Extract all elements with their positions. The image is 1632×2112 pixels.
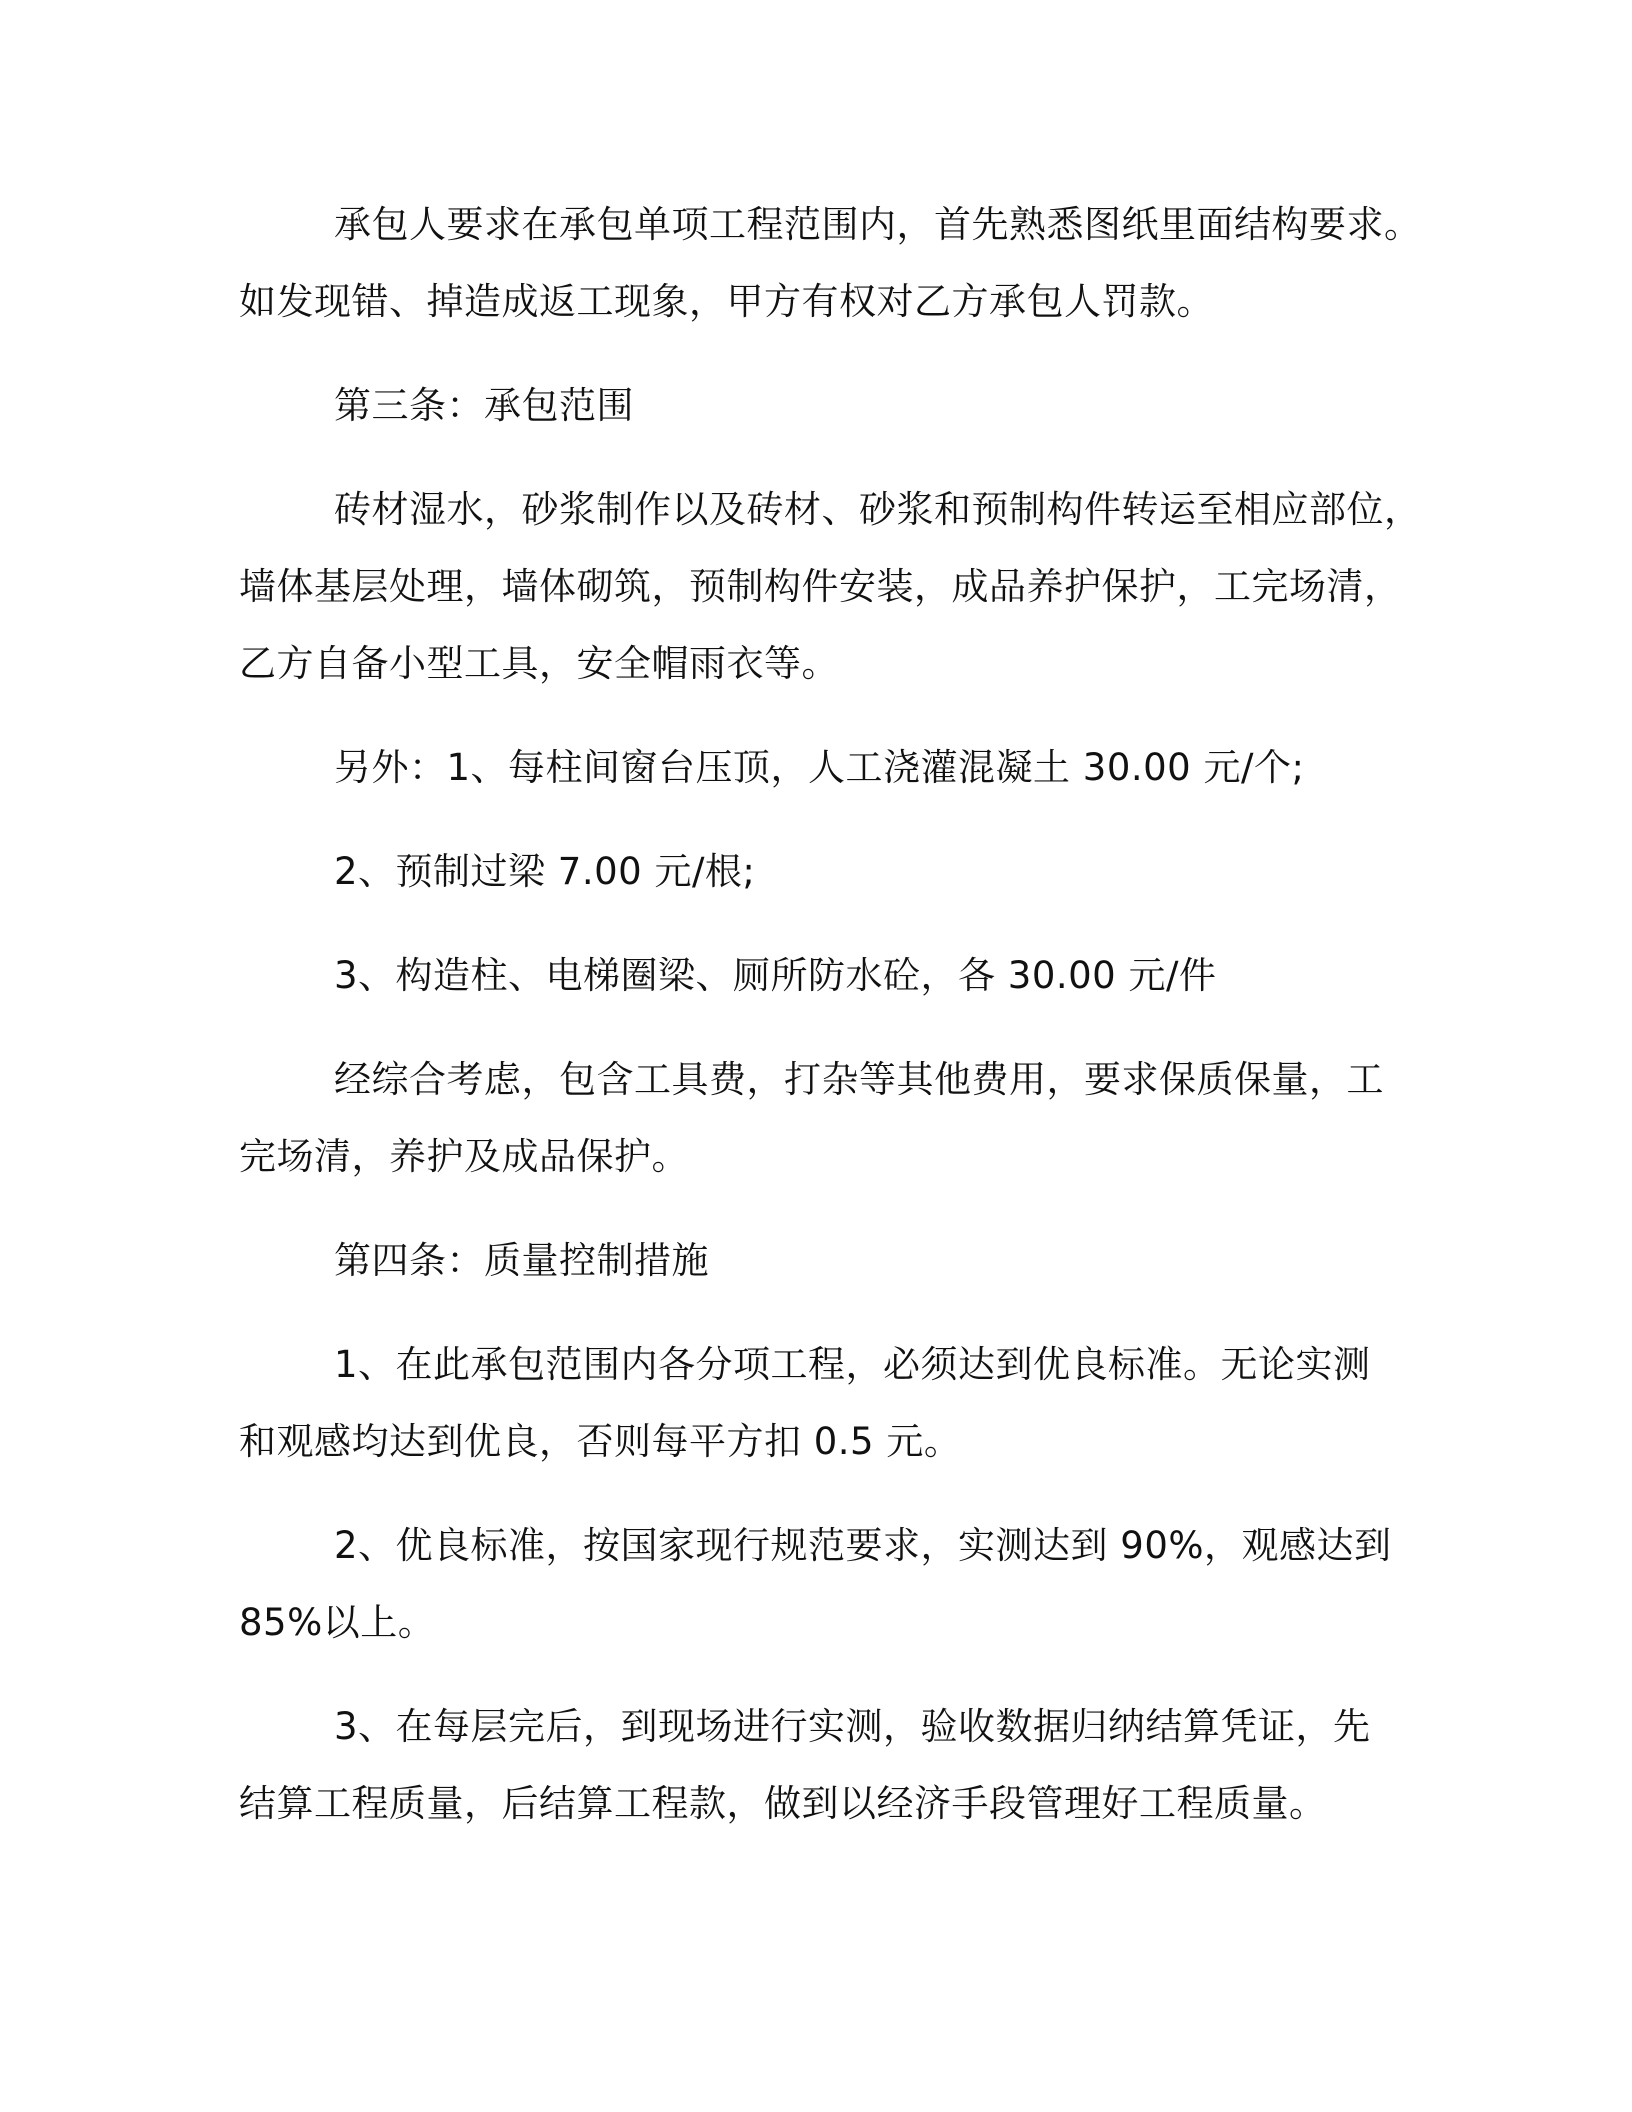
paragraph-extra-item-1 [239,729,1394,806]
paragraph-quality-item-2 [239,1507,1394,1661]
text-line: 完场清，养护及成品保护。 [239,1135,689,1178]
section-heading-text: 第四条：质量控制措施 [334,1239,709,1282]
section-heading-article-3 [239,367,1394,444]
paragraph-quality-item-1 [239,1326,1394,1480]
text-line: 2、预制过梁 7.00 元/根; [334,850,756,893]
text-line: 砖材湿水，砂浆制作以及砖材、砂浆和预制构件转运至相应部位， [334,488,1422,531]
paragraph-extra-item-2 [239,833,1394,910]
text-line: 结算工程质量，后结算工程款，做到以经济手段管理好工程质量。 [239,1782,1327,1825]
text-line: 如发现错、掉造成返工现象，甲方有权对乙方承包人罚款。 [239,280,1214,323]
paragraph-comprehensive-cost [239,1041,1394,1195]
text-line: 和观感均达到优良，否则每平方扣 0.5 元。 [239,1420,962,1463]
paragraph-scope-of-work [239,471,1422,702]
text-line: 墙体基层处理，墙体砌筑，预制构件安装，成品养护保护，工完场清， [239,565,1402,608]
paragraph-quality-item-3 [239,1688,1394,1842]
document-body [239,186,1422,1869]
text-line: 3、在每层完后，到现场进行实测，验收数据归纳结算凭证，先 [334,1705,1371,1748]
section-heading-text: 第三条：承包范围 [334,384,634,427]
text-line: 2、优良标准，按国家现行规范要求，实测达到 90%，观感达到 [334,1524,1392,1567]
text-line: 3、构造柱、电梯圈梁、厕所防水砼，各 30.00 元/件 [334,954,1217,997]
text-line: 乙方自备小型工具，安全帽雨衣等。 [239,642,839,685]
text-line: 经综合考虑，包含工具费，打杂等其他费用，要求保质保量，工 [334,1058,1384,1101]
text-line: 另外：1、每柱间窗台压顶，人工浇灌混凝土 30.00 元/个; [334,746,1305,789]
paragraph-contractor-requirements [239,186,1422,340]
text-line: 85%以上。 [239,1601,436,1644]
text-line: 承包人要求在承包单项工程范围内，首先熟悉图纸里面结构要求。 [334,203,1422,246]
paragraph-extra-item-3 [239,937,1394,1014]
section-heading-article-4 [239,1222,1394,1299]
text-line: 1、在此承包范围内各分项工程，必须达到优良标准。无论实测 [334,1343,1371,1386]
